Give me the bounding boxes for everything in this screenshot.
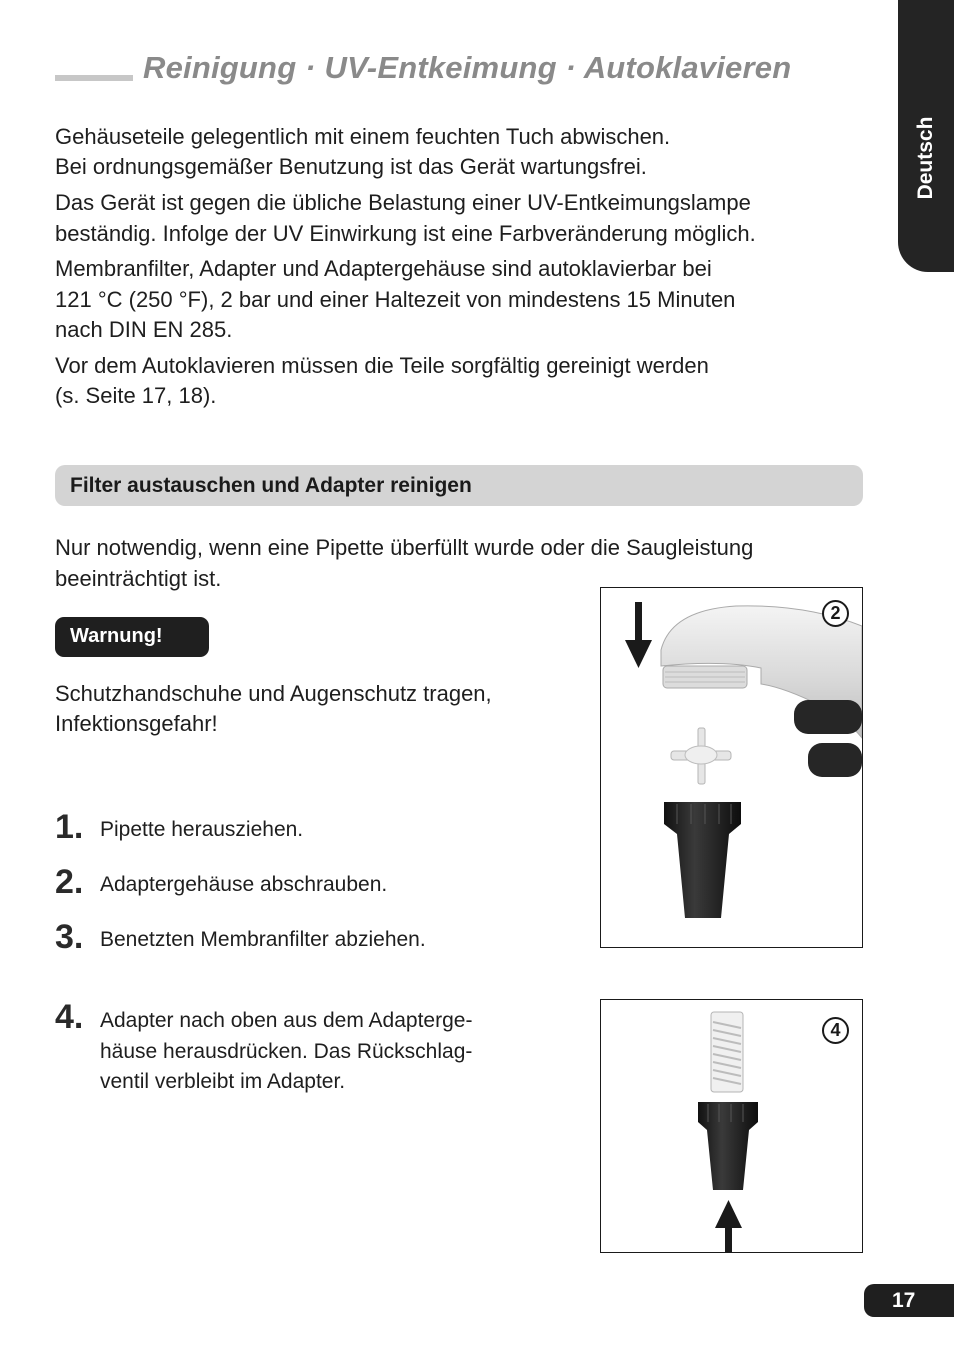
intro-line: Das Gerät ist gegen die übliche Belastung einer UV-Entkeimungslampe — [55, 190, 751, 215]
section-heading: Filter austauschen und Adapter reinigen — [70, 474, 472, 497]
step-text: ventil verbleibt im Adapter. — [100, 1070, 346, 1093]
intro-line: beständig. Infolge der UV Einwirkung ist eine Farbveränderung möglich. — [55, 221, 756, 246]
step-number: 1. — [55, 808, 84, 846]
language-tab-label: Deutsch — [914, 116, 937, 200]
language-tab — [898, 0, 954, 272]
intro-line: Vor dem Autoklavieren müssen die Teile sorgfältig gereinigt werden — [55, 353, 709, 378]
adapter-drawing — [698, 1102, 758, 1190]
section-heading-bar — [55, 465, 863, 506]
step-text: Benetzten Membranfilter abziehen. — [100, 928, 426, 951]
step-number: 3. — [55, 918, 84, 956]
step-text: Pipette herausziehen. — [100, 818, 304, 841]
adapter-housing-drawing — [664, 802, 741, 918]
section-note-line: Nur notwendig, wenn eine Pipette überfüllt wurde oder die Saugleistung — [55, 535, 754, 560]
figure-disassembly — [600, 587, 863, 948]
intro-line: Gehäuseteile gelegentlich mit einem feuchten Tuch abwischen. — [55, 124, 671, 149]
step-text: Adapter nach oben aus dem Adapterge- — [100, 1009, 473, 1032]
membrane-filter-drawing — [671, 728, 731, 784]
warning-text-line: Schutzhandschuhe und Augenschutz tragen, — [55, 681, 492, 706]
figure-label: 2 — [822, 600, 849, 627]
page-title: Reinigung · UV-Entkeimung · Autoklavieren — [143, 50, 792, 85]
up-arrow-icon — [715, 1200, 742, 1252]
adapter-push-illustration — [601, 1000, 862, 1252]
intro-line: nach DIN EN 285. — [55, 317, 233, 342]
page-number-tab — [864, 1284, 954, 1317]
check-valve-drawing — [711, 1012, 743, 1092]
down-arrow-icon — [625, 602, 652, 668]
step-text: häuse herausdrücken. Das Rückschlag- — [100, 1040, 473, 1063]
title-rule — [55, 75, 133, 81]
warning-badge — [55, 617, 209, 657]
step-number: 4. — [55, 998, 84, 1036]
intro-line: (s. Seite 17, 18). — [55, 383, 217, 408]
figure-label: 4 — [822, 1017, 849, 1044]
warning-text-line: Infektionsgefahr! — [55, 711, 218, 736]
step-number: 2. — [55, 863, 84, 901]
figure-adapter-push — [600, 999, 863, 1253]
intro-line: Membranfilter, Adapter und Adaptergehäuse sind autoklavierbar bei — [55, 256, 712, 281]
intro-line: Bei ordnungsgemäßer Benutzung ist das Gerät wartungsfrei. — [55, 154, 647, 179]
warning-badge-label: Warnung! — [70, 625, 163, 647]
pipette-disassembly-illustration — [601, 588, 862, 947]
section-note-line: beeinträchtigt ist. — [55, 566, 222, 591]
step-text: Adaptergehäuse abschrauben. — [100, 873, 388, 896]
intro-line: 121 °C (250 °F), 2 bar und einer Haltezeit von mindestens 15 Minuten — [55, 287, 736, 312]
page-number: 17 — [892, 1289, 916, 1312]
